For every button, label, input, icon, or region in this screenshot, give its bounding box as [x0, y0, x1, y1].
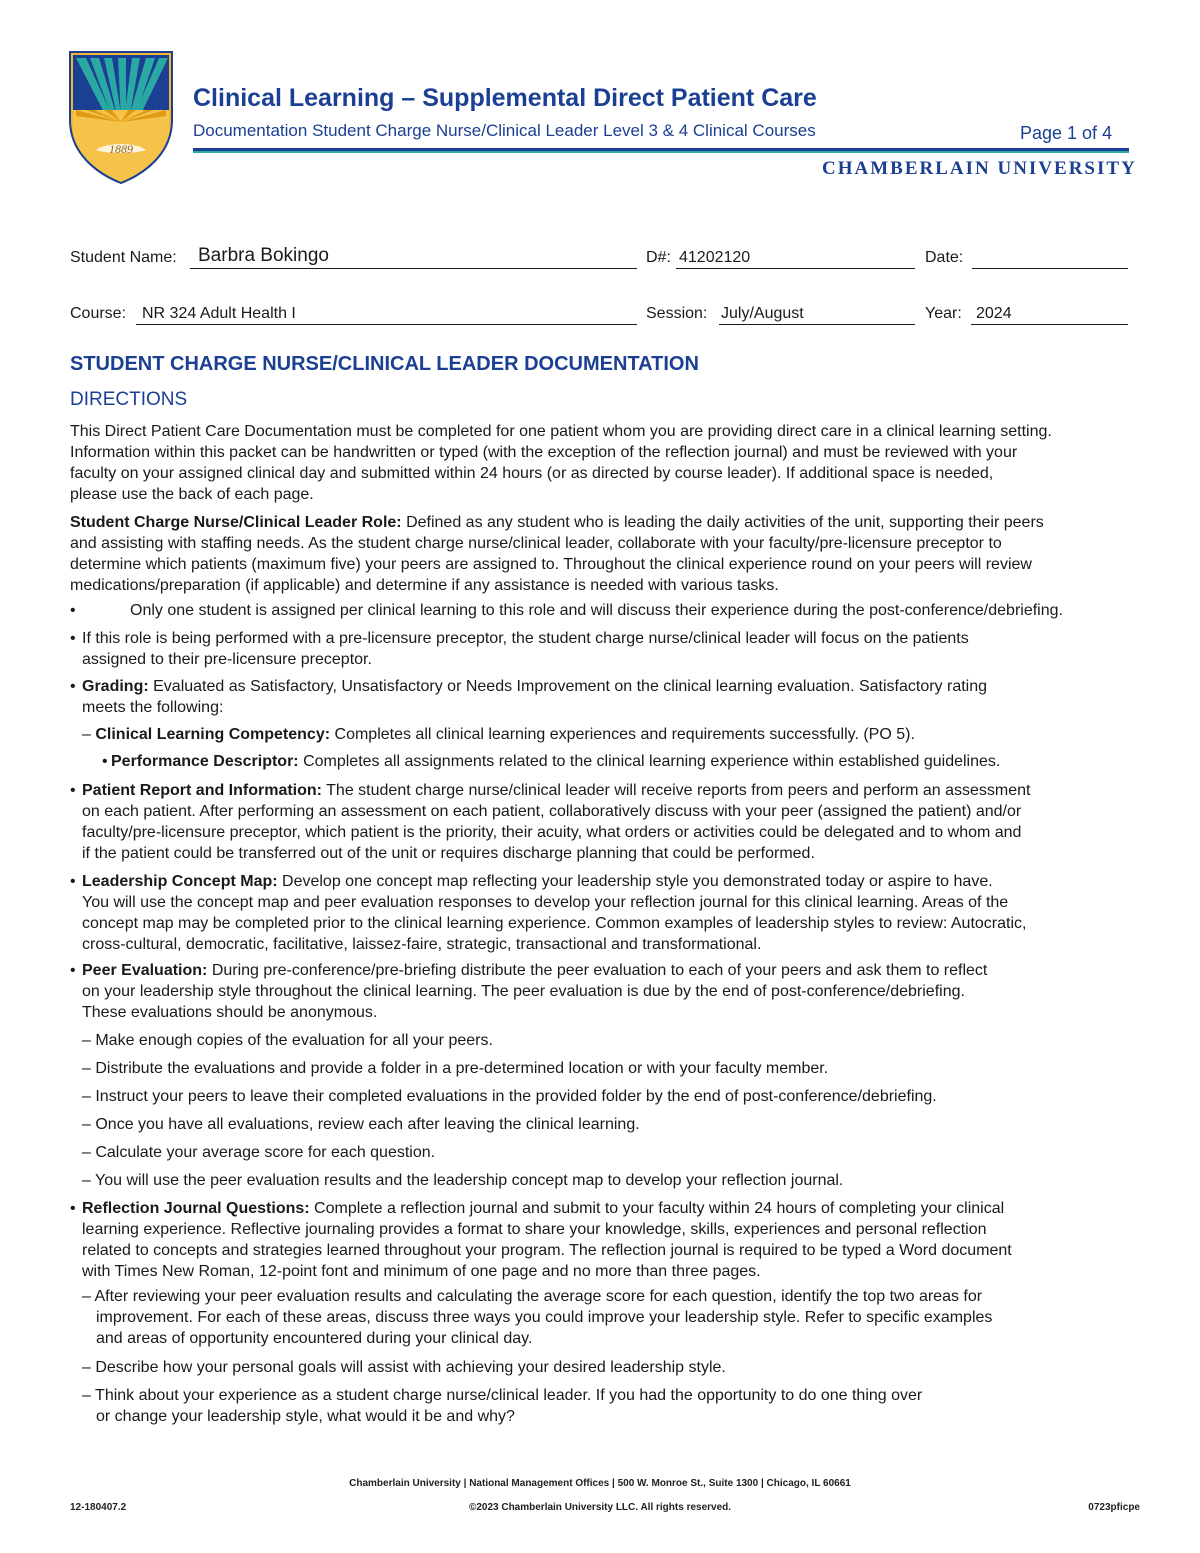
session-field[interactable] — [719, 302, 915, 325]
logo-year: 1889 — [109, 142, 133, 156]
directions-paragraph: This Direct Patient Care Documentation must be completed for one patient whom you are providing direct care in a clinical learning setting. Information within this packet can be handwritten or typed (with the exception of the reflection journal) and must be reviewed with your faculty on your assigned clinical day and submitted within 24 hours (or as directed by course leader). If additional space is needed, please use the back of each page. — [70, 423, 1052, 503]
page-number: Page 1 of 4 — [1020, 123, 1113, 143]
bullet-concept-map: • Leadership Concept Map: Develop one concept map reflecting your leadership style you demonstrated today or aspire to have. You will use the concept map and peer evaluation responses to develop your reflection journal for this clinical learning. Areas of the concept map may be completed prior to the clinical learning experience. Common examples of leadership styles to review: Autocratic, cross-cultural, democratic, facilitative, laissez-faire, strategic, transactional and transformational. — [70, 873, 1027, 953]
year-label: Year: — [925, 305, 962, 322]
bullet-reflection-journal: • Reflection Journal Questions: Complete a reflection journal and submit to your faculty within 24 hours of completing your clinical learning experience. Reflective journaling provides a format to share your knowledge, skills, experiences and personal reflection related to concepts and strategies learned throughout your program. The reflection journal is required to be typed a Word document with Times New Roman, 12-point font and minimum of one page and no more than three pages. — [70, 1200, 1012, 1280]
bullet-icon: • — [102, 753, 108, 770]
bullet-icon: • — [70, 962, 76, 979]
footer-revision: 0723pficpe — [1088, 1502, 1140, 1513]
bullet-icon: • — [70, 873, 76, 890]
id-value: 41202120 — [679, 249, 751, 266]
journal-question-3: – Think about your experience as a student charge nurse/clinical leader. If you had the opportunity to do one thing over or change your leadership style, what would it be and why? — [82, 1387, 923, 1425]
role-label: Student Charge Nurse/Clinical Leader Role: — [70, 514, 402, 531]
bullet-icon: • — [70, 782, 76, 799]
bullet-one-student: • Only one student is assigned per clinical learning to this role and will discuss their experience during the post-conference/debriefing. — [70, 602, 1063, 619]
student-name-label: Student Name: — [70, 249, 177, 266]
session-label: Session: — [646, 305, 708, 322]
bullet-grading: • Grading: Evaluated as Satisfactory, Unsatisfactory or Needs Improvement on the clinical learning evaluation. Satisfactory rating meets the following: — [70, 678, 988, 716]
bullet-icon: • — [70, 602, 76, 619]
peer-step: – Make enough copies of the evaluation for all your peers. — [82, 1032, 493, 1049]
bullet-patient-report: • Patient Report and Information: The student charge nurse/clinical leader will receive reports from peers and perform an assessment on each patient. After performing an assessment on each patient, collaboratively discuss with your peer (assigned the patient) and/or faculty/pre-licensure preceptor, which patient is the priority, their acuity, what orders or activities could be delegated and to whom and if the patient could be transferred out of the unit or requires discharge planning that could be performed. — [70, 782, 1031, 862]
course-field[interactable] — [136, 302, 637, 325]
header-rule-teal — [193, 151, 1129, 153]
chamberlain-shield-logo — [66, 50, 176, 185]
page-subtitle: Documentation Student Charge Nurse/Clinical Leader Level 3 & 4 Clinical Courses — [193, 121, 816, 140]
bullet-icon: • — [70, 630, 76, 647]
bullet-icon: • — [70, 1200, 76, 1217]
peer-step: – Instruct your peers to leave their completed evaluations in the provided folder by the end of post-conference/debriefing. — [82, 1088, 937, 1105]
id-field[interactable] — [676, 246, 915, 269]
date-label: Date: — [925, 249, 964, 266]
section-title: STUDENT CHARGE NURSE/CLINICAL LEADER DOCUMENTATION — [70, 353, 699, 375]
year-value: 2024 — [976, 305, 1012, 322]
student-name-value: Barbra Bokingo — [198, 245, 329, 266]
course-value: NR 324 Adult Health I — [142, 305, 296, 322]
peer-step: – You will use the peer evaluation results and the leadership concept map to develop your reflection journal. — [82, 1172, 844, 1189]
directions-heading: DIRECTIONS — [70, 389, 188, 410]
peer-step: – Calculate your average score for each question. — [82, 1144, 436, 1161]
journal-question-2: – Describe how your personal goals will assist with achieving your desired leadership style. — [82, 1359, 726, 1376]
journal-question-1: – After reviewing your peer evaluation results and calculating the average score for each question, identify the top two areas for improvement. For each of these areas, discuss three ways you could improve your leadership style. Refer to specific examples and areas of opportunity encountered during your clinical day. — [82, 1288, 993, 1347]
descriptor-item: • Performance Descriptor: Completes all assignments related to the clinical learning experience within established guidelines. — [102, 753, 1001, 770]
footer-copyright: ©2023 Chamberlain University LLC. All rights reserved. — [468, 1502, 732, 1513]
course-label: Course: — [70, 305, 127, 322]
bullet-peer-evaluation: • Peer Evaluation: During pre-conference/pre-briefing distribute the peer evaluation to each of your peers and ask them to reflect on your leadership style throughout the clinical learning. The peer evaluation is due by the end of post-conference/debriefing. These evaluations should be anonymous. — [70, 962, 988, 1021]
bullet-preceptor: • If this role is being performed with a pre-licensure preceptor, the student charge nurse/clinical leader will focus on the patients assigned to their pre-licensure preceptor. — [70, 630, 969, 668]
peer-step: – Once you have all evaluations, review each after leaving the clinical learning. — [82, 1116, 640, 1133]
bullet-icon: • — [70, 678, 76, 695]
competency-item: – Clinical Learning Competency: Completes all clinical learning experiences and requirements successfully. (PO 5). — [82, 726, 915, 743]
session-value: July/August — [721, 305, 804, 322]
id-label: D#: — [646, 249, 671, 266]
peer-step: – Distribute the evaluations and provide a folder in a pre-determined location or with your faculty member. — [82, 1060, 829, 1077]
university-wordmark: CHAMBERLAIN UNIVERSITY — [822, 158, 1137, 179]
student-name-field[interactable] — [190, 246, 637, 269]
date-field[interactable] — [972, 246, 1128, 269]
page-title: Clinical Learning – Supplemental Direct Patient Care — [193, 84, 817, 112]
footer-doc-code: 12-180407.2 — [70, 1502, 127, 1513]
year-field[interactable] — [971, 302, 1128, 325]
role-paragraph: Student Charge Nurse/Clinical Leader Role: Defined as any student who is leading the daily activities of the unit, supporting their peers and assisting with staffing needs. As the student charge nurse/clinical leader, collaborate with your faculty/pre-licensure preceptor to determine which patients (maximum five) your peers are assigned to. Throughout the clinical experience round on your peers will review medications/preparation (if applicable) and determine if any assistance is needed with various tasks. — [70, 514, 1044, 594]
footer-address: Chamberlain University | National Management Offices | 500 W. Monroe St., Suite 1300 | Chicago, IL 60661 — [349, 1478, 851, 1489]
